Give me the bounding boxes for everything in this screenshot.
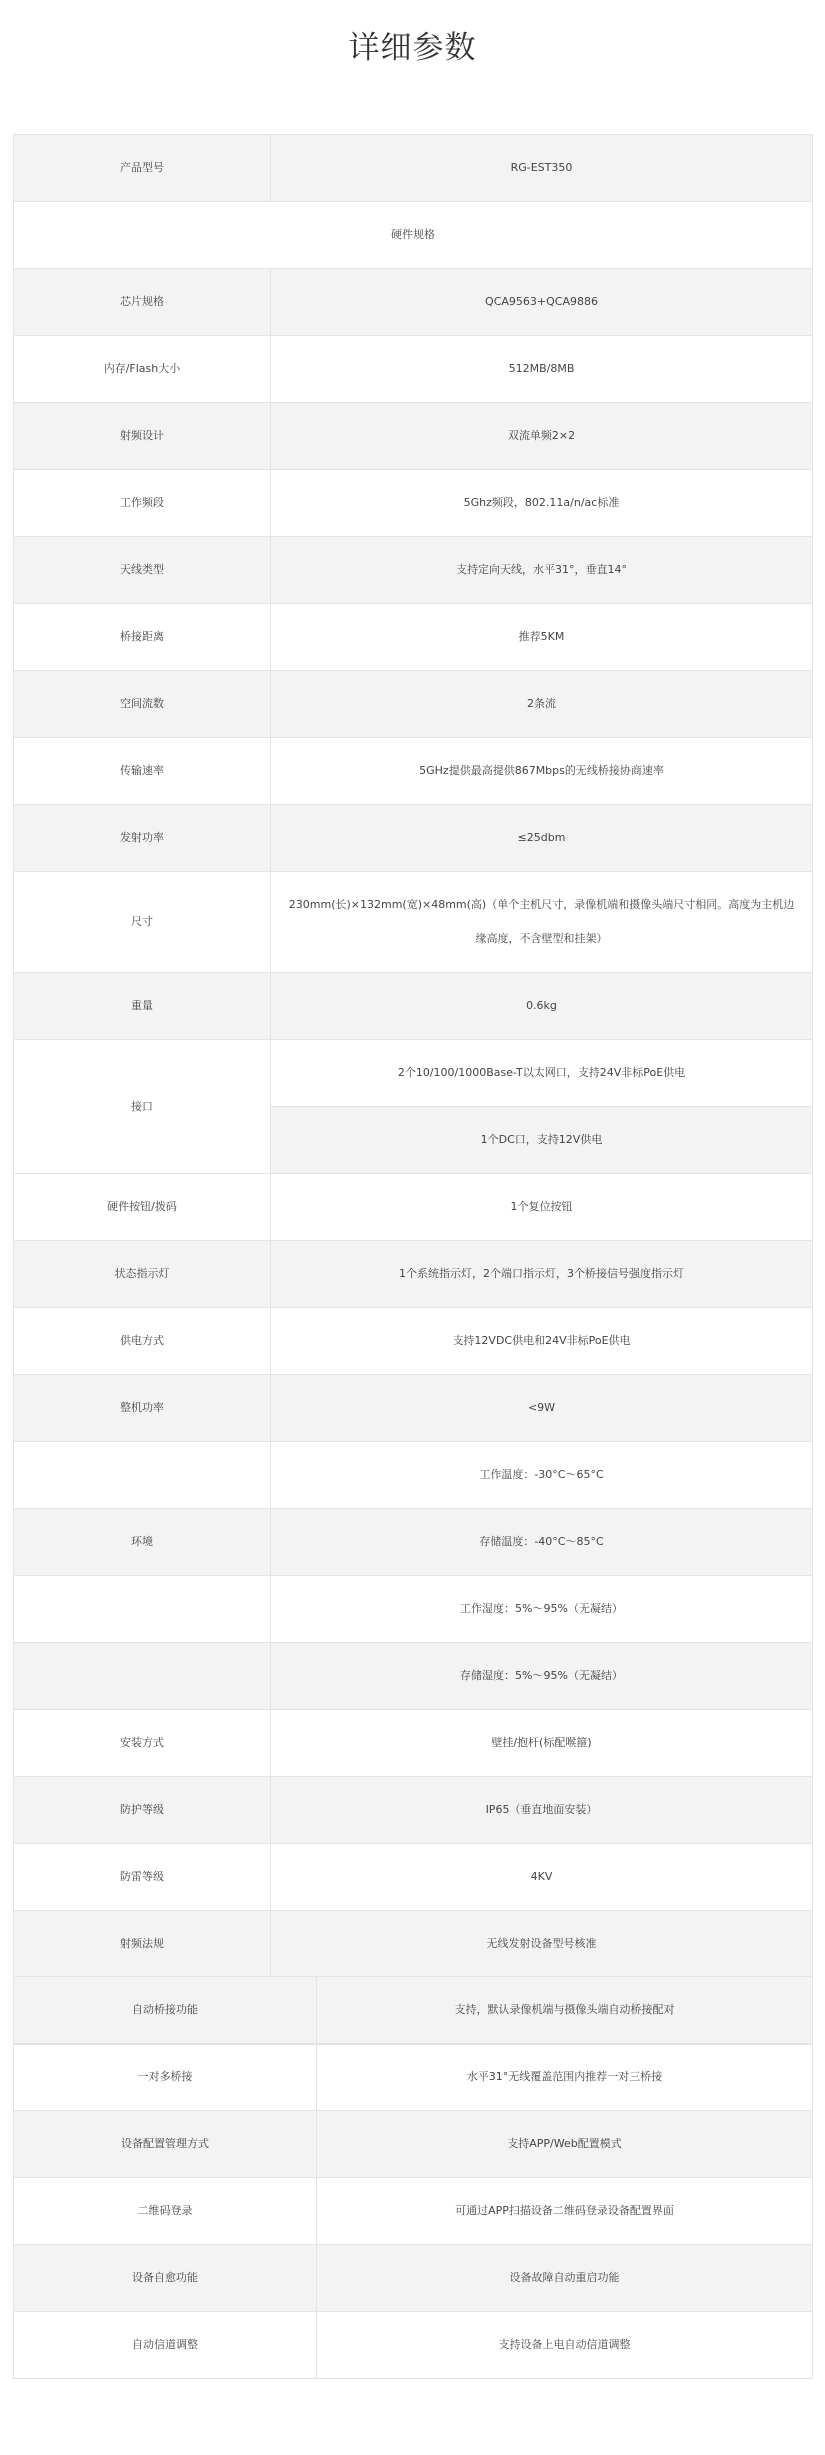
table-row — [14, 336, 813, 403]
table-row — [14, 1777, 813, 1844]
row-value: QCA9563+QCA9886 — [271, 269, 813, 336]
hardware-spec-table — [13, 134, 813, 2045]
row-label: 发射功率 — [14, 805, 271, 872]
row-value: <9W — [271, 1375, 813, 1442]
row-value: 支持设备上电自动信道调整 — [317, 2312, 813, 2379]
table-row — [14, 973, 813, 1040]
table-row — [14, 604, 813, 671]
row-label: 重量 — [14, 973, 271, 1040]
row-label-empty — [14, 1442, 271, 1509]
row-value: 壁挂/抱杆(标配喉箍) — [271, 1710, 813, 1777]
row-value: 0.6kg — [271, 973, 813, 1040]
row-label: 设备配置管理方式 — [14, 2111, 317, 2178]
row-label: 二维码登录 — [14, 2178, 317, 2245]
row-label: 硬件按钮/拨码 — [14, 1174, 271, 1241]
table-row — [14, 470, 813, 537]
table-row — [14, 1308, 813, 1375]
row-label: 接口 — [14, 1040, 271, 1174]
row-value: 1个系统指示灯，2个端口指示灯，3个桥接信号强度指示灯 — [271, 1241, 813, 1308]
row-value: 230mm(长)×132mm(宽)×48mm(高)（单个主机尺寸，录像机端和摄像头端尺寸相同。高度为主机边缘高度，不含壁型和挂架） — [271, 872, 813, 973]
table-row — [14, 135, 813, 202]
row-label: 环境 — [14, 1509, 271, 1576]
row-value: 5Ghz频段，802.11a/n/ac标准 — [271, 470, 813, 537]
row-label-empty — [14, 1643, 271, 1710]
row-value: 5GHz提供最高提供867Mbps的无线桥接协商速率 — [271, 738, 813, 805]
row-label: 芯片规格 — [14, 269, 271, 336]
row-label: 尺寸 — [14, 872, 271, 973]
row-value: 存储温度：-40°C～85°C — [271, 1509, 813, 1576]
row-label: 内存/Flash大小 — [14, 336, 271, 403]
row-label: 一对多桥接 — [14, 2044, 317, 2111]
row-label: 防护等级 — [14, 1777, 271, 1844]
row-label: 安装方式 — [14, 1710, 271, 1777]
row-value: RG-EST350 — [271, 135, 813, 202]
row-value: 工作温度：-30°C～65°C — [271, 1442, 813, 1509]
table-row — [14, 2312, 813, 2379]
table-row — [14, 537, 813, 604]
row-value: 无线发射设备型号核准 — [271, 1911, 813, 1978]
table-row — [14, 1844, 813, 1911]
row-value: 存储湿度：5%～95%（无凝结） — [271, 1643, 813, 1710]
table-row — [14, 1442, 813, 1509]
row-label: 产品型号 — [14, 135, 271, 202]
row-value: 4KV — [271, 1844, 813, 1911]
table-row — [14, 1174, 813, 1241]
row-label: 设备自愈功能 — [14, 2245, 317, 2312]
table-row — [14, 1977, 813, 2044]
page-title: 详细参数 — [348, 30, 477, 66]
row-label: 桥接距离 — [14, 604, 271, 671]
table-row — [14, 1040, 813, 1107]
table-row — [14, 738, 813, 805]
row-value: 支持APP/Web配置模式 — [317, 2111, 813, 2178]
row-value: 双流单频2×2 — [271, 403, 813, 470]
table-row — [14, 269, 813, 336]
section-header-row — [14, 202, 813, 269]
table-row — [14, 671, 813, 738]
table-row — [14, 2178, 813, 2245]
row-label: 空间流数 — [14, 671, 271, 738]
table-row — [14, 805, 813, 872]
row-value: 水平31°无线覆盖范围内推荐一对三桥接 — [317, 2044, 813, 2111]
row-label: 工作频段 — [14, 470, 271, 537]
row-label-empty — [14, 1576, 271, 1643]
table-row — [14, 1710, 813, 1777]
row-value: IP65（垂直地面安装） — [271, 1777, 813, 1844]
row-label: 自动桥接功能 — [14, 1977, 317, 2044]
row-label: 天线类型 — [14, 537, 271, 604]
table-row — [14, 872, 813, 973]
table-row — [14, 2044, 813, 2111]
row-label: 供电方式 — [14, 1308, 271, 1375]
row-value: 设备故障自动重启功能 — [317, 2245, 813, 2312]
row-value: 2个10/100/1000Base-T以太网口，支持24V非标PoE供电 — [271, 1040, 813, 1107]
row-value: 512MB/8MB — [271, 336, 813, 403]
table-row — [14, 403, 813, 470]
row-label: 射频设计 — [14, 403, 271, 470]
row-value: 支持，默认录像机端与摄像头端自动桥接配对 — [317, 1977, 813, 2044]
row-value: 工作湿度：5%～95%（无凝结） — [271, 1576, 813, 1643]
row-label: 整机功率 — [14, 1375, 271, 1442]
table-row — [14, 1911, 813, 1978]
software-spec-table — [13, 1976, 813, 2379]
row-value: 推荐5KM — [271, 604, 813, 671]
table-row — [14, 1643, 813, 1710]
row-value: 1个DC口，支持12V供电 — [271, 1107, 813, 1174]
row-value: 可通过APP扫描设备二维码登录设备配置界面 — [317, 2178, 813, 2245]
table-row — [14, 2245, 813, 2312]
row-value: 1个复位按钮 — [271, 1174, 813, 1241]
table-row — [14, 2111, 813, 2178]
row-value: ≤25dbm — [271, 805, 813, 872]
row-value: 2条流 — [271, 671, 813, 738]
table-row — [14, 1375, 813, 1442]
row-label: 状态指示灯 — [14, 1241, 271, 1308]
hardware-section-header: 硬件规格 — [14, 202, 813, 269]
table-row — [14, 1509, 813, 1576]
row-label: 自动信道调整 — [14, 2312, 317, 2379]
row-label: 防雷等级 — [14, 1844, 271, 1911]
row-label: 传输速率 — [14, 738, 271, 805]
row-label: 射频法规 — [14, 1911, 271, 1978]
table-row — [14, 1241, 813, 1308]
row-value: 支持定向天线，水平31°，垂直14° — [271, 537, 813, 604]
table-row — [14, 1576, 813, 1643]
row-value: 支持12VDC供电和24V非标PoE供电 — [271, 1308, 813, 1375]
